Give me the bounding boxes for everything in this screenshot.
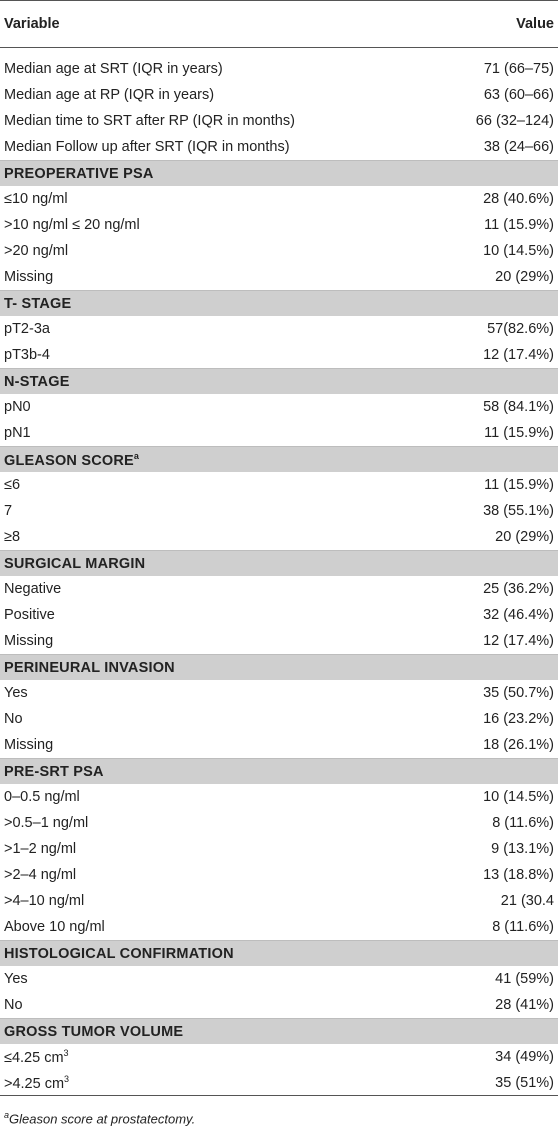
row-value: 58 (84.1%)	[483, 399, 554, 415]
row-value: 13 (18.8%)	[483, 867, 554, 883]
row-label	[4, 971, 28, 987]
table-row	[0, 992, 558, 1018]
row-value: 41 (59%)	[495, 971, 554, 987]
row-value: 11 (15.9%)	[484, 425, 554, 441]
section-label	[4, 1024, 183, 1040]
row-label	[4, 841, 76, 857]
table-row	[0, 186, 558, 212]
row-value: 20 (29%)	[495, 529, 554, 545]
label-text: PRE-SRT PSA	[4, 763, 104, 780]
row-value: 35 (51%)	[495, 1074, 554, 1091]
label-text: GLEASON SCORE	[4, 452, 134, 469]
table-row	[0, 316, 558, 342]
label-text: PREOPERATIVE PSA	[4, 165, 154, 182]
section-header-row	[0, 654, 558, 680]
row-label	[4, 139, 290, 155]
label-text: >1–2 ng/ml	[4, 841, 77, 857]
row-label	[4, 893, 84, 909]
section-header-row	[0, 940, 558, 966]
table-row	[0, 784, 558, 810]
label-text: Missing	[4, 633, 54, 649]
row-label	[4, 919, 105, 935]
table-row	[0, 394, 558, 420]
label-text: Median age at RP (IQR in years)	[4, 87, 215, 103]
label-text: Median Follow up after SRT (IQR in months)	[4, 139, 290, 155]
label-text: GROSS TUMOR VOLUME	[4, 1023, 184, 1040]
label-text: >2–4 ng/ml	[4, 867, 77, 883]
section-header-row	[0, 160, 558, 186]
table-row	[0, 810, 558, 836]
section-label	[4, 946, 234, 962]
label-text: pT3b-4	[4, 347, 50, 363]
label-text: pT2-3a	[4, 321, 50, 337]
table-row	[0, 342, 558, 368]
footnote-marker: a	[4, 1110, 10, 1120]
table-row	[0, 966, 558, 992]
label-text: PERINEURAL INVASION	[4, 659, 175, 676]
row-label	[4, 243, 68, 259]
label-text: No	[4, 997, 23, 1013]
section-label	[4, 764, 104, 780]
footnote-text: Gleason score at prostatectomy.	[9, 1111, 196, 1126]
superscript: 3	[63, 1048, 69, 1059]
label-text: pN0	[4, 399, 31, 415]
section-label	[4, 556, 145, 572]
row-label	[4, 87, 214, 103]
row-value: 12 (17.4%)	[483, 633, 554, 649]
row-value: 28 (41%)	[495, 997, 554, 1013]
section-label	[4, 374, 70, 390]
row-value: 10 (14.5%)	[483, 789, 554, 805]
section-header-row	[0, 368, 558, 394]
label-text: Above 10 ng/ml	[4, 919, 105, 935]
table-row	[0, 862, 558, 888]
section-header-row	[0, 758, 558, 784]
row-value: 11 (15.9%)	[484, 477, 554, 493]
row-value: 32 (46.4%)	[483, 607, 554, 623]
label-text: Missing	[4, 269, 54, 285]
table-row	[0, 1070, 558, 1096]
table-row	[0, 238, 558, 264]
header-variable: Variable	[4, 16, 60, 32]
row-label	[4, 217, 140, 233]
row-label	[4, 321, 50, 337]
header-value: Value	[516, 16, 554, 32]
table-row	[0, 680, 558, 706]
row-label	[4, 711, 23, 727]
row-label	[4, 347, 50, 363]
label-text: Median age at SRT (IQR in years)	[4, 61, 223, 77]
row-value: 35 (50.7%)	[483, 685, 554, 701]
table-row	[0, 420, 558, 446]
label-text: 0–0.5 ng/ml	[4, 789, 80, 805]
label-text: Median time to SRT after RP (IQR in months)	[4, 113, 295, 129]
section-label	[4, 451, 139, 469]
row-label	[4, 399, 31, 415]
label-text: Negative	[4, 581, 62, 597]
table-row	[0, 914, 558, 940]
row-label	[4, 997, 23, 1013]
section-label	[4, 166, 154, 182]
row-label	[4, 477, 20, 493]
header-spacer	[0, 48, 558, 56]
table-row	[0, 212, 558, 238]
table-footnote	[0, 1096, 558, 1126]
row-label	[4, 269, 53, 285]
table-row	[0, 706, 558, 732]
row-label	[4, 633, 53, 649]
label-text: N-STAGE	[4, 373, 70, 390]
label-text: Yes	[4, 971, 28, 987]
superscript: a	[133, 450, 140, 461]
table-row	[0, 264, 558, 290]
label-text: No	[4, 711, 23, 727]
row-value: 38 (24–66)	[483, 139, 554, 155]
table-row	[0, 732, 558, 758]
label-text: Missing	[4, 737, 54, 753]
row-value: 66 (32–124)	[475, 113, 554, 129]
table-body	[0, 56, 558, 1096]
table-row	[0, 472, 558, 498]
row-label	[4, 1074, 69, 1092]
row-value: 57(82.6%)	[487, 321, 554, 337]
table-row	[0, 602, 558, 628]
table-row	[0, 1044, 558, 1070]
row-value: 18 (26.1%)	[483, 737, 554, 753]
row-value: 20 (29%)	[495, 269, 554, 285]
section-header-row	[0, 290, 558, 316]
row-label	[4, 581, 61, 597]
superscript: 3	[64, 1073, 70, 1084]
label-text: SURGICAL MARGIN	[4, 555, 146, 572]
row-value: 28 (40.6%)	[483, 191, 554, 207]
row-label	[4, 503, 12, 519]
label-text: Yes	[4, 685, 28, 701]
section-header-row	[0, 446, 558, 472]
row-label	[4, 737, 53, 753]
label-text: Positive	[4, 607, 55, 623]
row-label	[4, 61, 223, 77]
table-row	[0, 836, 558, 862]
section-header-row	[0, 550, 558, 576]
row-value: 71 (66–75)	[483, 61, 554, 77]
table-row	[0, 56, 558, 82]
label-text: 7	[4, 503, 13, 519]
label-text: ≤10 ng/ml	[4, 191, 68, 207]
table-row	[0, 108, 558, 134]
label-text: >10 ng/ml ≤ 20 ng/ml	[4, 217, 140, 233]
label-text: HISTOLOGICAL CONFIRMATION	[4, 945, 234, 962]
row-label	[4, 815, 88, 831]
row-value: 10 (14.5%)	[483, 243, 554, 259]
row-value: 12 (17.4%)	[483, 347, 554, 363]
section-label	[4, 296, 71, 312]
label-text: >4–10 ng/ml	[4, 893, 85, 909]
row-value: 11 (15.9%)	[484, 217, 554, 233]
row-value: 63 (60–66)	[483, 87, 554, 103]
row-label	[4, 1048, 69, 1066]
row-label	[4, 789, 80, 805]
row-label	[4, 425, 31, 441]
row-value: 21 (30.4	[500, 893, 554, 909]
section-label	[4, 660, 175, 676]
row-label	[4, 191, 68, 207]
row-value: 38 (55.1%)	[483, 503, 554, 519]
table-row	[0, 888, 558, 914]
table-row	[0, 628, 558, 654]
label-text: >0.5–1 ng/ml	[4, 815, 89, 831]
row-label	[4, 685, 28, 701]
table-row	[0, 576, 558, 602]
table-row	[0, 498, 558, 524]
table-row	[0, 134, 558, 160]
row-value: 9 (13.1%)	[491, 841, 554, 857]
label-text: >4.25 cm	[4, 1075, 65, 1092]
row-value: 16 (23.2%)	[483, 711, 554, 727]
table-row	[0, 82, 558, 108]
table-row	[0, 524, 558, 550]
label-text: ≤4.25 cm	[4, 1049, 64, 1066]
row-value: 34 (49%)	[495, 1049, 554, 1065]
row-value: 25 (36.2%)	[483, 581, 554, 597]
row-label	[4, 607, 55, 623]
row-label	[4, 113, 295, 129]
label-text: ≤6	[4, 477, 21, 493]
label-text: T- STAGE	[4, 295, 72, 312]
label-text: pN1	[4, 425, 31, 441]
row-label	[4, 867, 76, 883]
label-text: >20 ng/ml	[4, 243, 69, 259]
row-label	[4, 529, 20, 545]
row-value: 8 (11.6%)	[492, 815, 554, 831]
row-value: 8 (11.6%)	[492, 919, 554, 935]
label-text: ≥8	[4, 529, 21, 545]
section-header-row	[0, 1018, 558, 1044]
table-header-row	[0, 0, 558, 48]
